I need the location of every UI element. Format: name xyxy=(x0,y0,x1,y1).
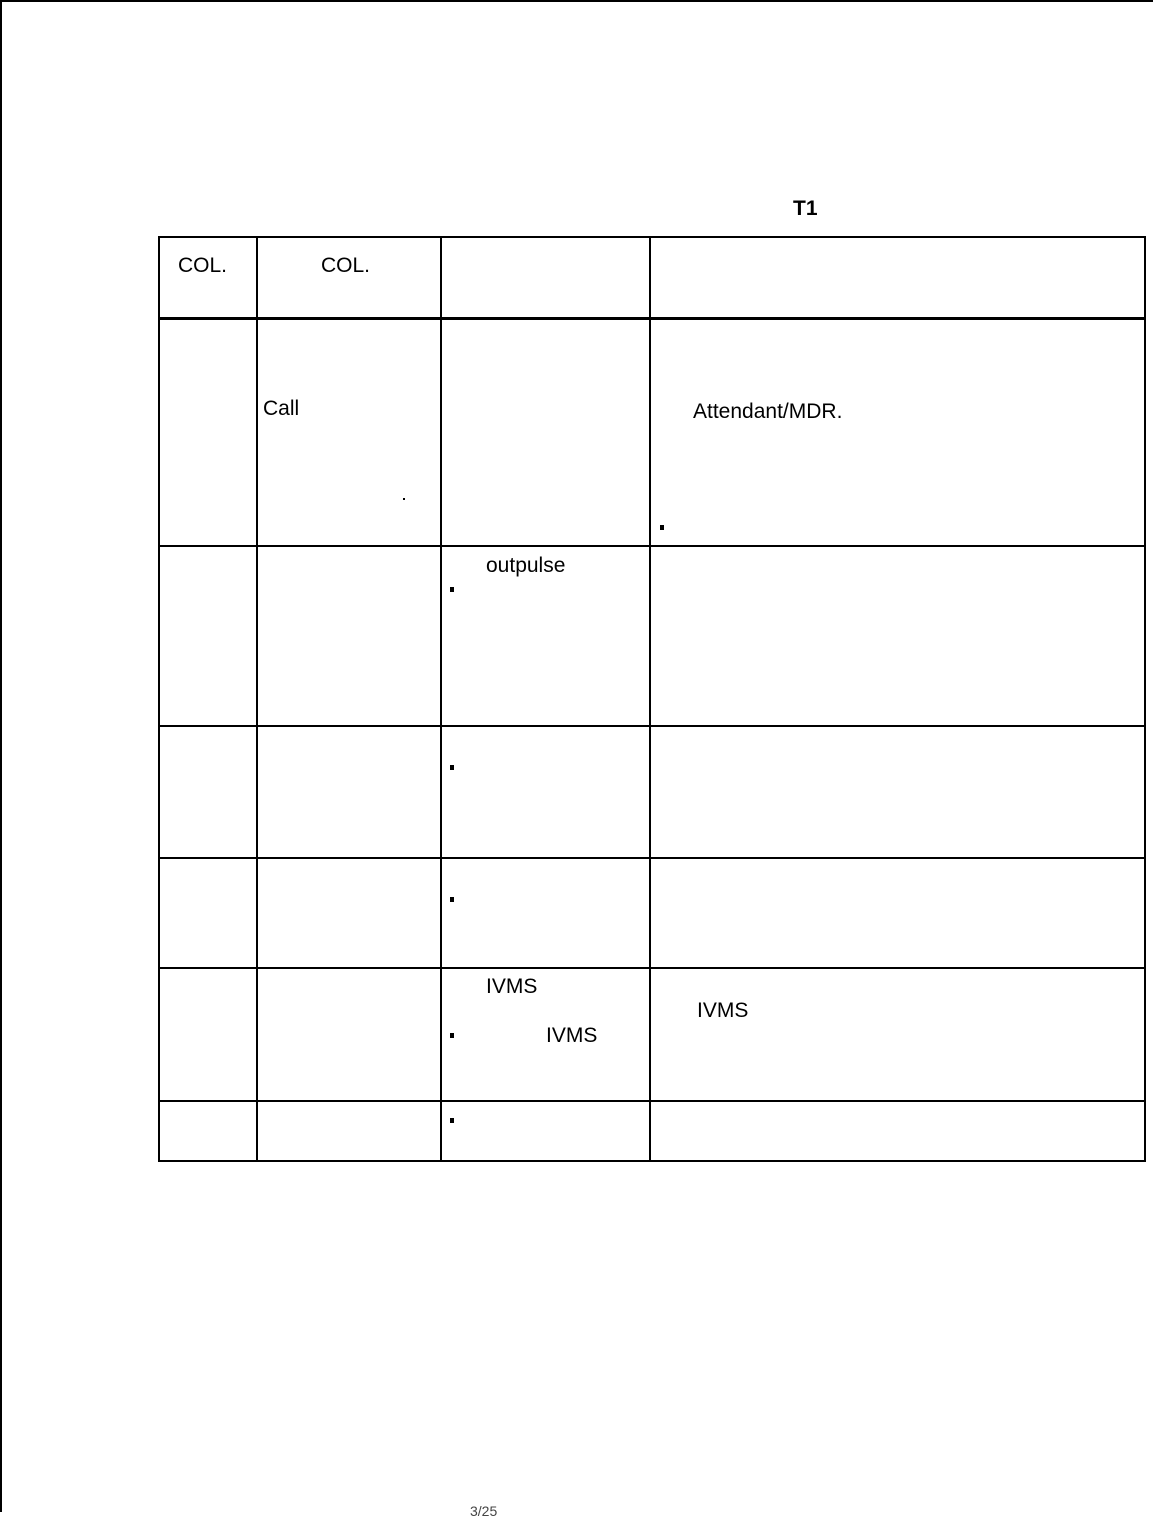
table-row-divider-5 xyxy=(158,1100,1146,1102)
row1-col2-dot xyxy=(403,498,405,500)
table-bottom-border xyxy=(158,1160,1146,1162)
row5-col4-text: IVMS xyxy=(697,999,749,1022)
row6-col3-bullet xyxy=(450,1118,454,1123)
table-row-divider-4 xyxy=(158,967,1146,969)
table-top-border xyxy=(158,236,1146,238)
table-right-border xyxy=(1144,236,1146,1162)
table-row-divider-1 xyxy=(158,545,1146,547)
table-label: T1 xyxy=(793,197,818,220)
table-col-divider-3 xyxy=(649,236,651,1162)
row5-col3-text-b: IVMS xyxy=(546,1024,598,1047)
header-col2-label: COL. xyxy=(321,254,371,277)
row1-col4-text: Attendant/MDR. xyxy=(693,400,843,423)
header-col1-label: COL. xyxy=(178,254,228,277)
row5-col3-text-a: IVMS xyxy=(486,975,538,998)
table-col-divider-2 xyxy=(440,236,442,1162)
table-left-border xyxy=(158,236,160,1162)
table-col-divider-1 xyxy=(256,236,258,1162)
row2-col3-bullet xyxy=(450,587,454,592)
row2-col3-text: outpulse xyxy=(486,554,566,577)
table-row-divider-2 xyxy=(158,725,1146,727)
table-row-divider-3 xyxy=(158,857,1146,859)
page-number: 3/25 xyxy=(470,1503,498,1519)
page-left-border xyxy=(0,0,2,1512)
row3-col3-bullet xyxy=(450,765,454,770)
table-header-divider xyxy=(158,317,1146,320)
row1-col2-text: Call xyxy=(263,397,300,420)
page-top-border xyxy=(0,0,1153,2)
row1-col4-bullet xyxy=(660,525,664,530)
row5-col3-bullet xyxy=(450,1033,454,1038)
row4-col3-bullet xyxy=(450,897,454,902)
